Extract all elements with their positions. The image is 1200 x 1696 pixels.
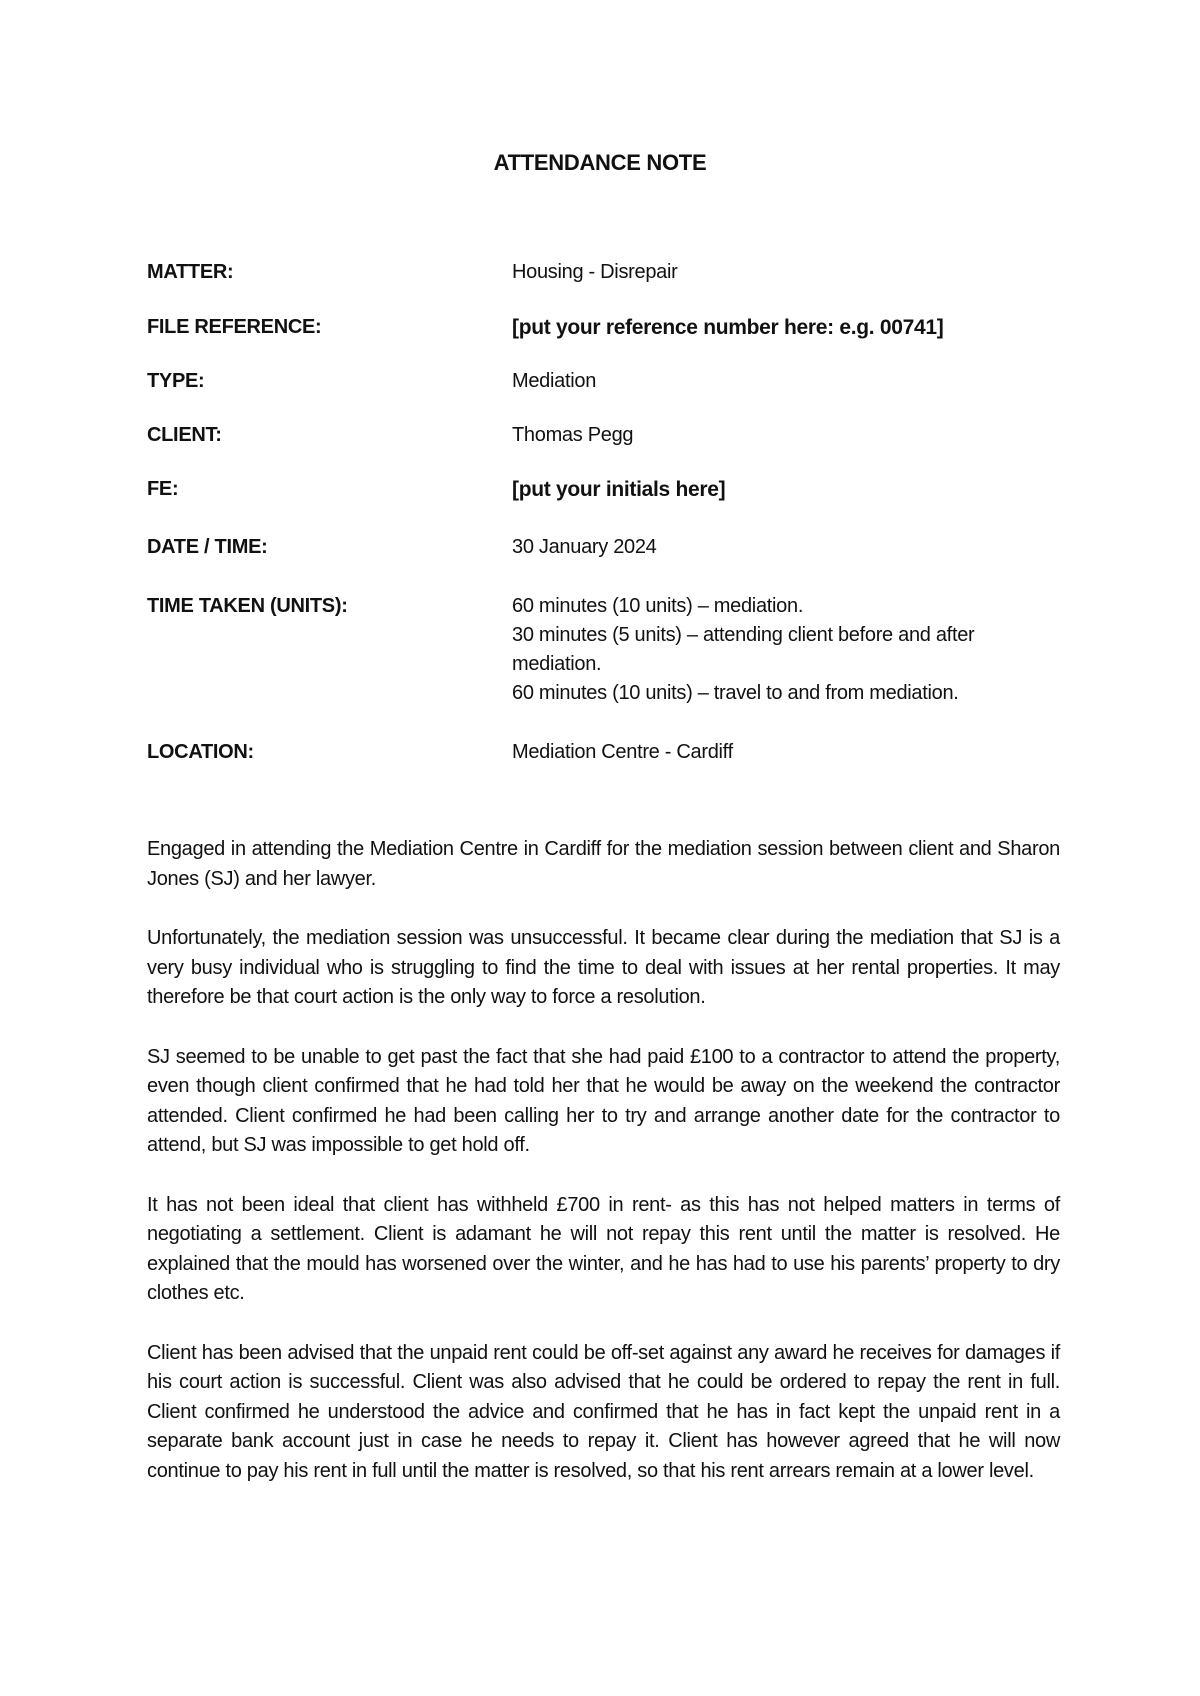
field-value-date-time: 30 January 2024 <box>512 536 657 558</box>
time-taken-line: 60 minutes (10 units) – travel to and from mediation. <box>512 682 959 704</box>
body-paragraph: Engaged in attending the Mediation Centre in Cardiff for the mediation session between client and Sharon Jones (SJ) and her lawyer. <box>147 838 1060 890</box>
field-value-time-taken <box>512 592 1067 708</box>
field-value-location: Mediation Centre - Cardiff <box>512 741 733 763</box>
field-row-matter <box>147 258 1067 287</box>
note-body <box>147 835 1060 1516</box>
field-row-file-reference <box>147 313 1067 342</box>
field-label-file-reference: FILE REFERENCE: <box>147 316 322 338</box>
attendance-fields <box>147 258 1067 767</box>
field-label-client: CLIENT: <box>147 424 222 446</box>
field-value-type: Mediation <box>512 370 597 392</box>
field-row-location <box>147 738 1067 767</box>
field-row-type <box>147 367 1067 396</box>
body-paragraph: Client has been advised that the unpaid rent could be off-set against any award he receives for damages if his court action is successful. Client was also advised that he could be ordered to repay the rent in full. Client confirmed he understood the advice and confirmed that he has in fact kept the unpaid rent in a separate bank account just in case he needs to repay it. Client has however agreed that he will now continue to pay his rent in full until the matter is resolved, so that his rent arrears remain at a lower level. <box>147 1341 1060 1482</box>
field-row-time-taken <box>147 592 1067 708</box>
field-value-file-reference: [put your reference number here: e.g. 00741] <box>512 316 944 339</box>
field-row-date-time <box>147 533 1067 562</box>
field-row-client <box>147 421 1067 450</box>
body-paragraph: It has not been ideal that client has withheld £700 in rent- as this has not helped matters in terms of negotiating a settlement. Client is adamant he will not repay this rent until the matter is resolved. He explained that the mould has worsened over the winter, and he has had to use his parents’ property to dry clothes etc. <box>147 1193 1060 1304</box>
time-taken-line: 30 minutes (5 units) – attending client before and after mediation. <box>512 624 975 675</box>
field-label-fe: FE: <box>147 478 179 500</box>
field-value-client: Thomas Pegg <box>512 424 634 446</box>
field-value-matter: Housing - Disrepair <box>512 261 678 283</box>
document-title: ATTENDANCE NOTE <box>493 150 707 175</box>
field-label-matter: MATTER: <box>147 261 234 283</box>
field-value-fe: [put your initials here] <box>512 478 726 501</box>
body-paragraph: Unfortunately, the mediation session was unsuccessful. It became clear during the mediation that SJ is a very busy individual who is struggling to find the time to deal with issues at her rental properties. It may therefore be that court action is the only way to force a resolution. <box>147 927 1060 1008</box>
field-label-location: LOCATION: <box>147 741 254 763</box>
time-taken-line: 60 minutes (10 units) – mediation. <box>512 595 804 617</box>
field-row-fe <box>147 475 1067 504</box>
field-label-time-taken: TIME TAKEN (UNITS): <box>147 595 348 617</box>
field-label-type: TYPE: <box>147 370 205 392</box>
field-label-date-time: DATE / TIME: <box>147 536 268 558</box>
body-paragraph: SJ seemed to be unable to get past the fact that she had paid £100 to a contractor to attend the property, even though client confirmed that he had told her that he would be away on the weekend the contractor attended. Client confirmed he had been calling her to try and arrange another date for the contractor to attend, but SJ was impossible to get hold off. <box>147 1045 1060 1156</box>
